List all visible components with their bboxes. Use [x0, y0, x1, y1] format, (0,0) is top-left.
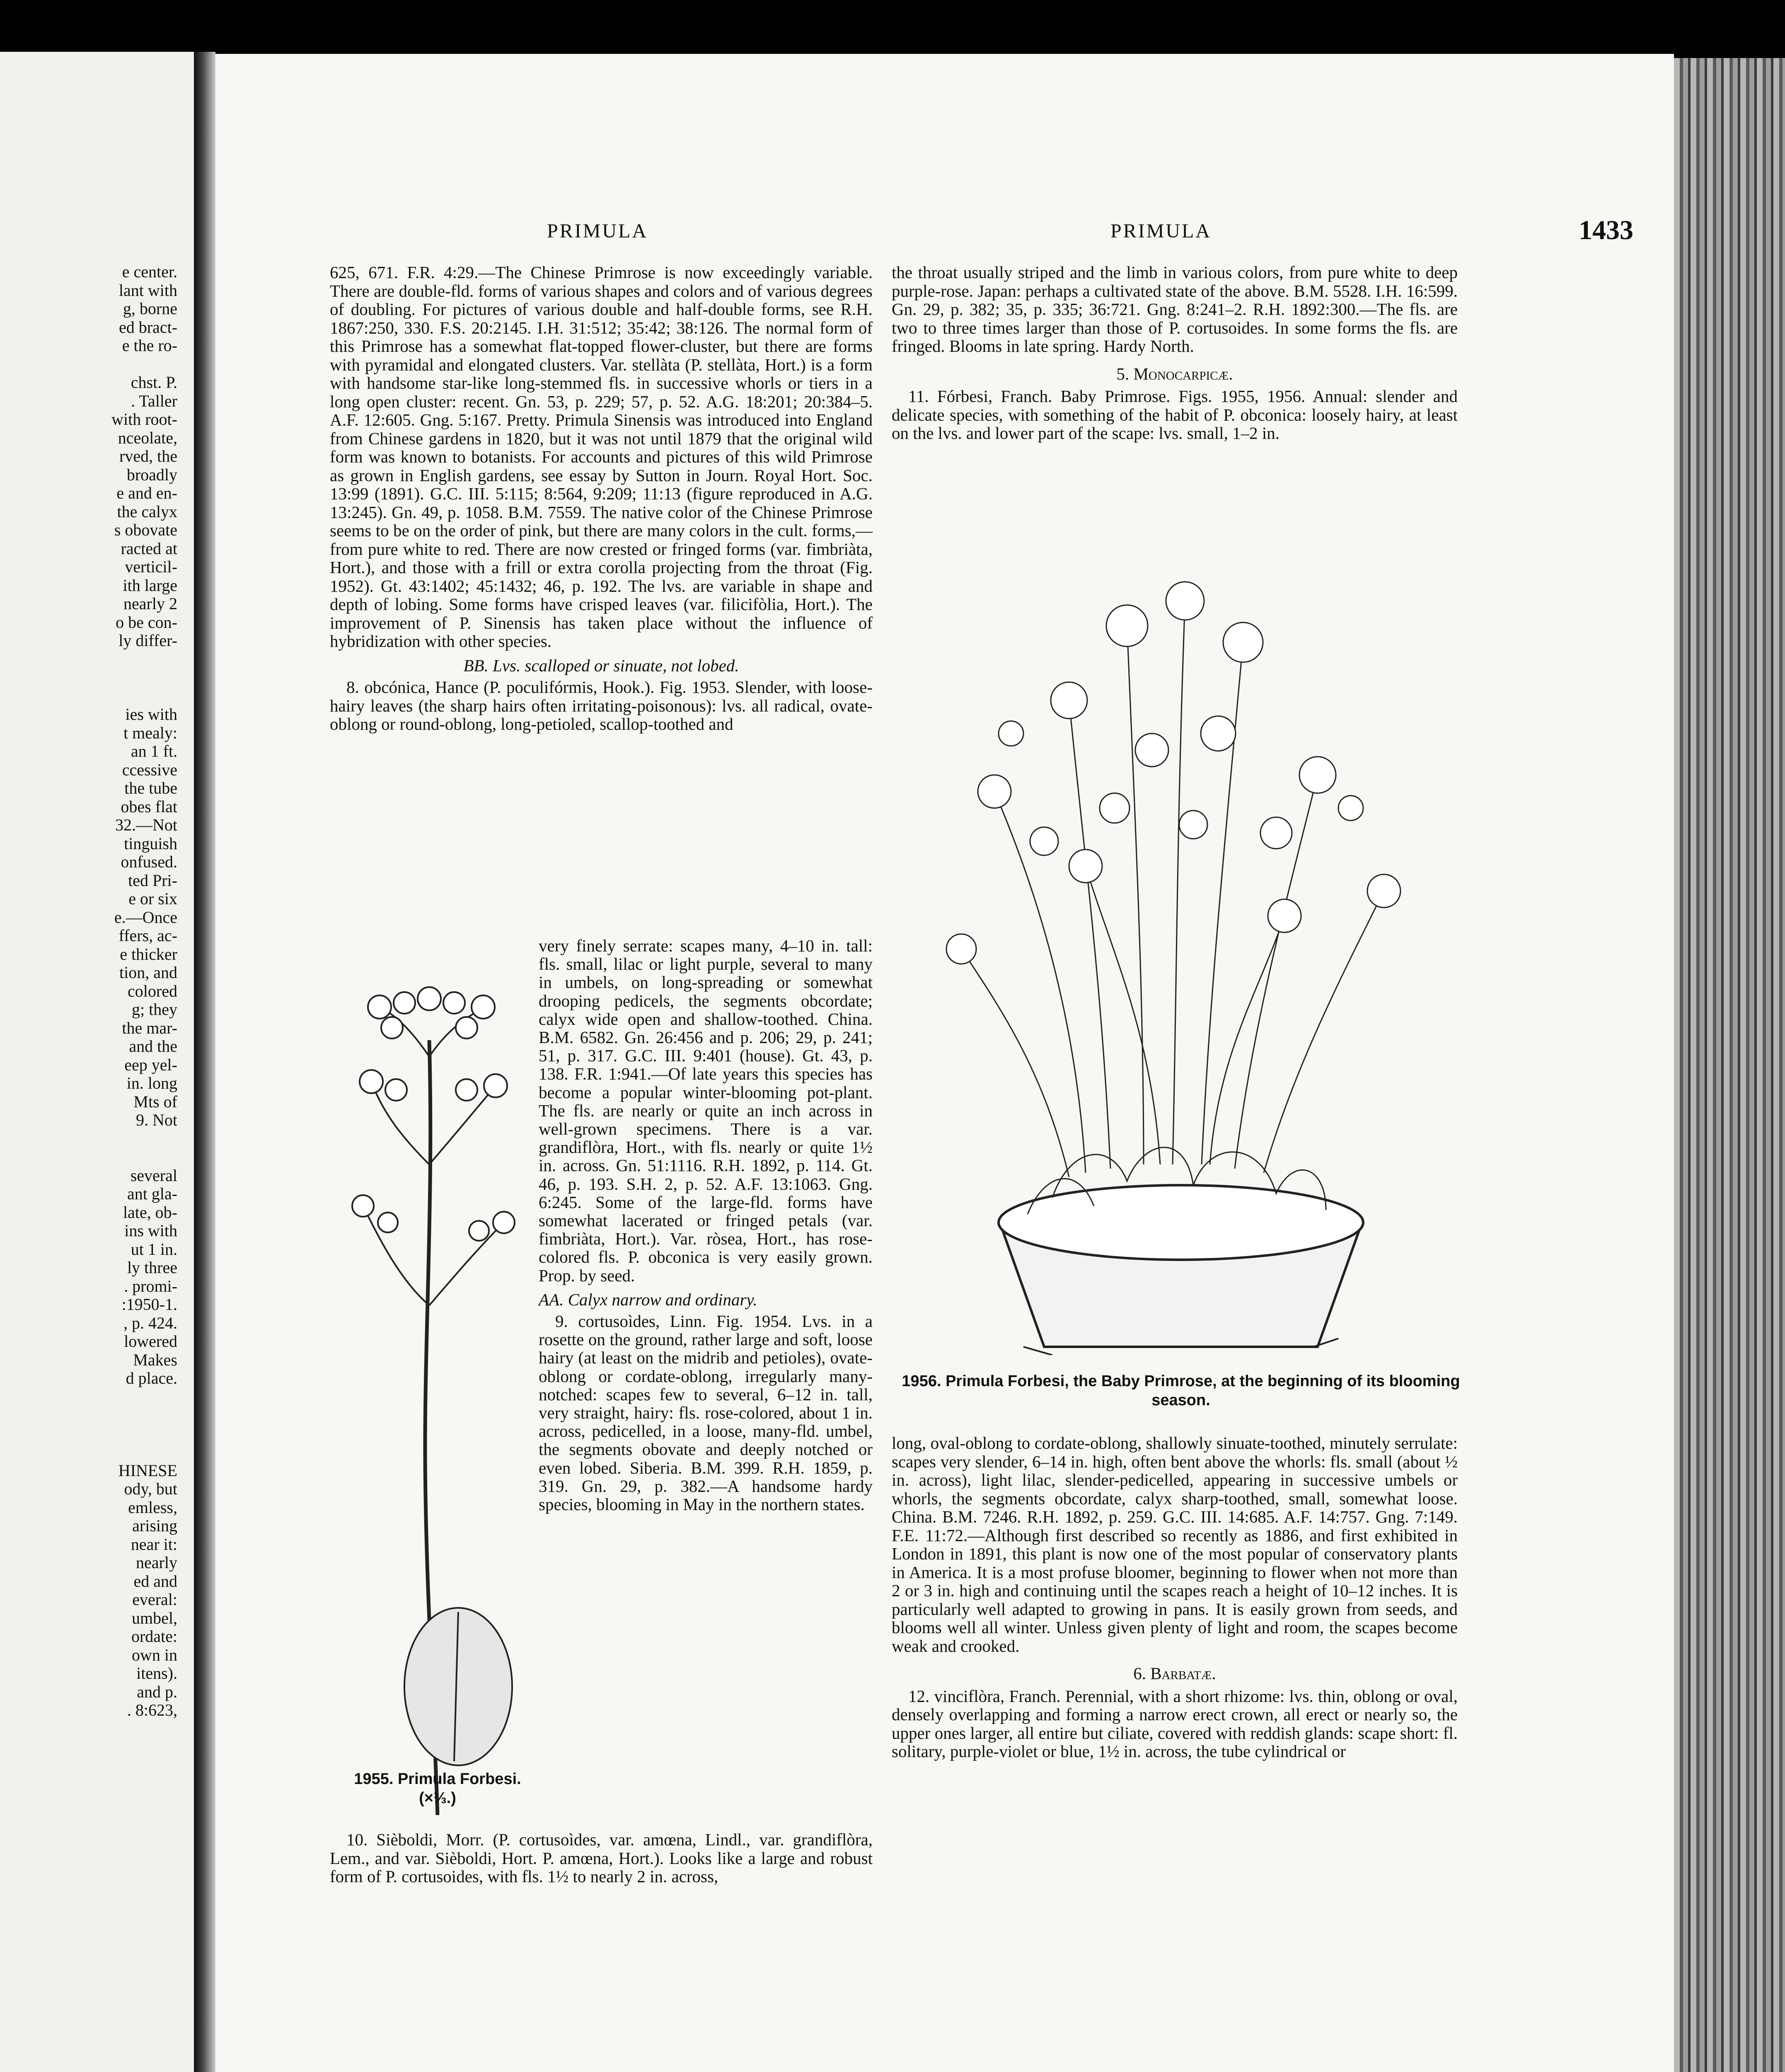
left-page-fragment: ies with — [125, 705, 177, 724]
key-heading-aa: AA. Calyx narrow and ordinary. — [539, 1290, 757, 1309]
left-page-fragment: ody, but — [124, 1479, 177, 1498]
paragraph-chinese-primrose: 625, 671. F.R. 4:29.—The Chinese Primrose is now exceedingly variable. There are double-fld. forms of various shapes and colors and of various degrees of doubling. For pictures of various double and half-double forms, see R.H. 1867:250, 330. F.S. 20:2145. I.H. 31:512; 35:42; 38:126. The normal form of this Primrose has a somewhat flat-topped flower-cluster, but there are forms with pyramidal and elongated clusters. Var. stellàta (P. stellàta, Hort.) is a form with handsome star-like long-stemmed fls. in successive whorls or tiers in a long open cluster: recent. Gn. 53, p. 229; 57, p. 52. A.G. 18:201; 20:384–5. A.F. 12:605. Gng. 5:167. Pretty. Primula Sinensis was introduced into England from Chinese gardens in 1820, but it was not until 1879 that the original wild form was known to botanists. For accounts and pictures of this wild Primrose as grown in English gardens, see essay by Sutton in Journ. Royal Hort. Soc. 13:99 (1891). G.C. III. 5:115; 8:564, 9:209; 11:13 (figure reproduced in A.G. 13:245). Gn. 49, p. 1058. B.M. 7559. The native color of the Chinese Primrose seems to be on the order of pink, but there are many colors in the cult. forms,—from pure white to red. There are now crested or fringed forms (var. fimbriàta, Hort.), and those with a frill or extra corolla projecting from the throat (Fig. 1952). Gt. 43:1402; 45:1432; 46, p. 192. The lvs. are variable in shape and depth of lobing. Some forms have crisped leaves (var. filicifòlia, Hort.). The improvement of P. Sinensis has taken place without the influence of hybridization with other species. — [330, 263, 873, 651]
left-page-fragment: ordate: — [131, 1627, 177, 1646]
left-page-fragment: broadly — [126, 465, 177, 484]
left-page-fragment: ted Pri- — [128, 871, 177, 890]
left-page-fragment: nearly — [136, 1553, 177, 1572]
left-page-fragment: ed and — [133, 1571, 177, 1590]
left-page-fragment: lowered — [124, 1332, 177, 1351]
left-page-fragment: verticil- — [125, 557, 177, 576]
left-page-fragment: emless, — [128, 1498, 177, 1517]
left-page-fragment: . Taller — [131, 391, 177, 410]
left-page-fragment: near it: — [131, 1535, 177, 1554]
column-left — [330, 263, 873, 733]
page-edges — [1674, 58, 1785, 2072]
section-heading-monocarpicae: 5. Monocarpicæ. — [1116, 364, 1233, 383]
left-page-fragment: Mts of — [133, 1092, 177, 1111]
figure-1956-illustration — [920, 576, 1442, 1355]
entry-vinciflora: 12. vinciflòra, Franch. Perennial, with a short rhizome: lvs. thin, oblong or oval, densely overlapping and forming a narrow erect crown, all erect or nearly so, the upper ones larger, all entire but ciliate, covered with reddish glands: scape short: fl. solitary, purple-violet or blue, 1½ in. across, the tube cylindrical or — [892, 1686, 1458, 1761]
left-page-fragment: arising — [132, 1516, 177, 1535]
left-page-fragment: . promi- — [124, 1276, 177, 1295]
left-page-fragment: and p. — [137, 1682, 177, 1701]
left-page-fragment: HINESE — [118, 1461, 177, 1480]
figure-1955-caption-line1: 1955. Primula Forbesi. — [354, 1770, 521, 1788]
book-gutter — [194, 52, 215, 2072]
running-header-right: PRIMULA — [1110, 220, 1212, 242]
left-page-fragment: e and en- — [116, 484, 177, 502]
left-page-fragment: rved, the — [119, 447, 177, 465]
running-header-left: PRIMULA — [547, 220, 648, 242]
left-page-fragment: several — [130, 1166, 177, 1185]
left-page-fragment: o be con- — [116, 612, 177, 632]
left-page-fragment: the mar- — [122, 1018, 177, 1037]
left-page-fragment: lant with — [119, 281, 177, 300]
column-left-wrapped-text — [539, 937, 873, 1513]
left-page-fragment: e thicker — [120, 944, 177, 963]
page-number: 1433 — [1579, 215, 1633, 245]
left-page-fragment: 9. Not — [136, 1111, 177, 1129]
left-page-fragment: racted at — [121, 539, 177, 558]
paragraph-sieboldi-continued: the throat usually striped and the limb in various colors, from pure white to deep purple-rose. Japan: perhaps a cultivated state of the above. B.M. 5528. I.H. 16:599. Gn. 29, p. 382; 35, p. 335; 36:721. Gng. 8:241–2. R.H. 1892:300.—The fls. are two to three times larger than those of P. cortusoides. In some forms the fls. are fringed. Blooms in late spring. Hardy North. — [892, 263, 1458, 356]
left-page-fragment: g; they — [132, 1000, 177, 1019]
figure-1955-illustration — [330, 937, 541, 1873]
left-page-fragment: t mealy: — [123, 723, 177, 742]
left-page-fragment: 32.—Not — [115, 816, 177, 834]
left-page-fragment: ant gla- — [127, 1184, 177, 1203]
column-right-bottom — [892, 1434, 1458, 1761]
left-page-fragment: late, ob- — [123, 1203, 177, 1222]
left-page-fragment: g, borne — [123, 299, 177, 318]
key-heading-bb: BB. Lvs. scalloped or sinuate, not lobed. — [463, 656, 739, 675]
left-page-fragment: umbel, — [132, 1608, 177, 1627]
left-page-fragment: an 1 ft. — [131, 742, 177, 760]
left-page-fragment: the tube — [124, 779, 177, 797]
left-page-fragment: ith large — [123, 576, 177, 595]
entry-forbesi-continued: long, oval-oblong to cordate-oblong, shallowly sinuate-toothed, minutely serrulate: scapes very slender, 6–14 in. high, often bent above the whorls: fls. small (about ½ in. across), light lilac, slender-pedicelled, appearing in successive umbels or whorls, the segments obcordate, calyx sharp-toothed, small, somewhat loose. China. B.M. 7246. R.H. 1892, p. 259. G.C. III. 14:685. A.F. 14:757. Gng. 7:149. F.E. 11:72.—Although first described so recently as 1886, and first exhibited in London in 1891, this plant is now one of the most popular of conservatory plants in America. It is a most profuse bloomer, beginning to flower when not more than 2 or 3 in. high and continuing until the scapes reach a height of 10–12 inches. It is particularly well adapted to growing in pans. It is easily grown from seeds, and blooms well all winter. Unless given plenty of light and room, the scapes become weak and crooked. — [892, 1433, 1458, 1656]
left-page-fragment: colored — [128, 981, 177, 1000]
left-page-fragment: e or six — [128, 889, 177, 908]
left-page-fragment: ut 1 in. — [131, 1239, 177, 1259]
left-page-fragment: itens). — [136, 1664, 177, 1682]
left-page-fragment: with root- — [111, 410, 177, 428]
left-page-fragment: tinguish — [124, 834, 177, 853]
left-page-fragment: e the ro- — [122, 336, 177, 355]
left-page-fragment: and the — [129, 1037, 177, 1055]
left-page-fragment: ed bract- — [119, 317, 177, 336]
left-page-fragment: onfused. — [121, 852, 177, 871]
left-page-fragment: ly differ- — [119, 631, 177, 650]
left-page-fragment: , p. 424. — [123, 1313, 177, 1332]
left-page-fragment: :1950-1. — [121, 1295, 177, 1314]
left-page-fragment: everal: — [132, 1590, 177, 1609]
left-page-fragment: ins with — [124, 1221, 177, 1240]
left-page-fragment: in. long — [126, 1074, 177, 1092]
left-page-fragment: . 8:623, — [127, 1701, 177, 1719]
left-page-fragment: obes flat — [121, 797, 177, 816]
left-page-fragment: e.—Once — [114, 908, 177, 927]
section-heading-barbatae: 6. Barbatæ. — [1133, 1664, 1216, 1683]
entry-forbesi: 11. Fórbesi, Franch. Baby Primrose. Figs. 1955, 1956. Annual: slender and delicate species, with something of the habit of P. obconica: loosely hairy, at least on the lvs. and lower part of the scape: lvs. small, 1–2 in. — [892, 387, 1458, 443]
left-page-fragment: e center. — [122, 262, 177, 281]
entry-sieboldi: 10. Sièboldi, Morr. (P. cortusoìdes, var. amœna, Lindl., var. grandiflòra, Lem., and var. Sièboldi, Hort. P. amœna, Hort.). Looks like a large and robust form of P. cortusoides, with fls. 1½ to nearly 2 in. across, — [330, 1830, 873, 1886]
left-page-fragment: nearly 2 — [123, 594, 177, 613]
entry-cortusoides: 9. cortusoìdes, Linn. Fig. 1954. Lvs. in a rosette on the ground, rather large and soft, loose hairy (at least on the midrib and petioles), ovate-oblong or cordate-oblong, irregularly many-notched: scapes few to several, 6–12 in. tall, very straight, hairy: fls. rose-colored, about 1 in. across, pedicelled, in a loose, many-fld. umbel, the segments obovate and deeply notched or even lobed. Siberia. B.M. 399. R.H. 1859, p. 319. Gn. 29, p. 382.—A handsome hardy species, blooming in May in the northern states. — [539, 1312, 873, 1514]
left-page-fragment: s obovate — [114, 520, 177, 539]
column-right — [892, 263, 1458, 443]
entry-obconica-continued: very finely serrate: scapes many, 4–10 in. tall: fls. small, lilac or light purple, several to many in umbels, on long-spreading or somewhat drooping pedicels, the segments obcordate; calyx wide open and shallow-toothed. China. B.M. 6582. Gn. 26:456 and p. 206; 29, p. 241; 51, p. 317. G.C. III. 9:401 (house). Gt. 43, p. 138. F.R. 1:941.—Of late years this species has become a popular winter-blooming pot-plant. The fls. are nearly or quite an inch across in well-grown specimens. There is a var. grandiflòra, Hort., with fls. nearly or quite 1½ in. across. Gn. 51:1116. R.H. 1892, p. 114. Gt. 46, p. 193. S.H. 2, p. 52. A.F. 13:1063. Gng. 6:245. Some of the large-fld. forms have somewhat lacerated or fringed petals (var. fimbriàta, Hort.). Var. ròsea, Hort., has rose-colored fls. P. obconica is very easily grown. Prop. by seed. — [539, 936, 873, 1285]
left-page-fragment: ccessive — [122, 760, 177, 779]
entry-obconica: 8. obcónica, Hance (P. poculifórmis, Hook.). Fig. 1953. Slender, with loose-hairy leaves (the sharp hairs often irritating-poisonous): lvs. all radical, ovate-oblong or round-oblong, long-petioled, scallop-toothed and — [330, 678, 873, 733]
left-page-fragment: tion, and — [119, 963, 177, 982]
left-page-fragment: the calyx — [117, 502, 177, 521]
left-page-fragment: own in — [132, 1645, 177, 1664]
left-page-fragment: ffers, ac- — [119, 926, 177, 945]
left-page-fragment: nceolate, — [118, 428, 177, 447]
left-page-edge — [0, 52, 194, 2072]
figure-1956-caption: 1956. Primula Forbesi, the Baby Primrose, at the beginning of its blooming season. — [902, 1372, 1460, 1409]
left-page-fragment: eep yel- — [124, 1055, 177, 1074]
column-left-bottom — [330, 1830, 873, 1886]
left-page-fragment: chst. P. — [131, 373, 177, 392]
page — [215, 54, 1674, 2072]
left-page-fragment: Makes — [133, 1350, 177, 1369]
left-page-fragment: d place. — [126, 1369, 177, 1387]
figure-1955-caption-line2: (×⅓.) — [419, 1789, 456, 1807]
figure-1955-caption — [330, 1769, 545, 1808]
left-page-fragment: ly three — [127, 1258, 177, 1277]
